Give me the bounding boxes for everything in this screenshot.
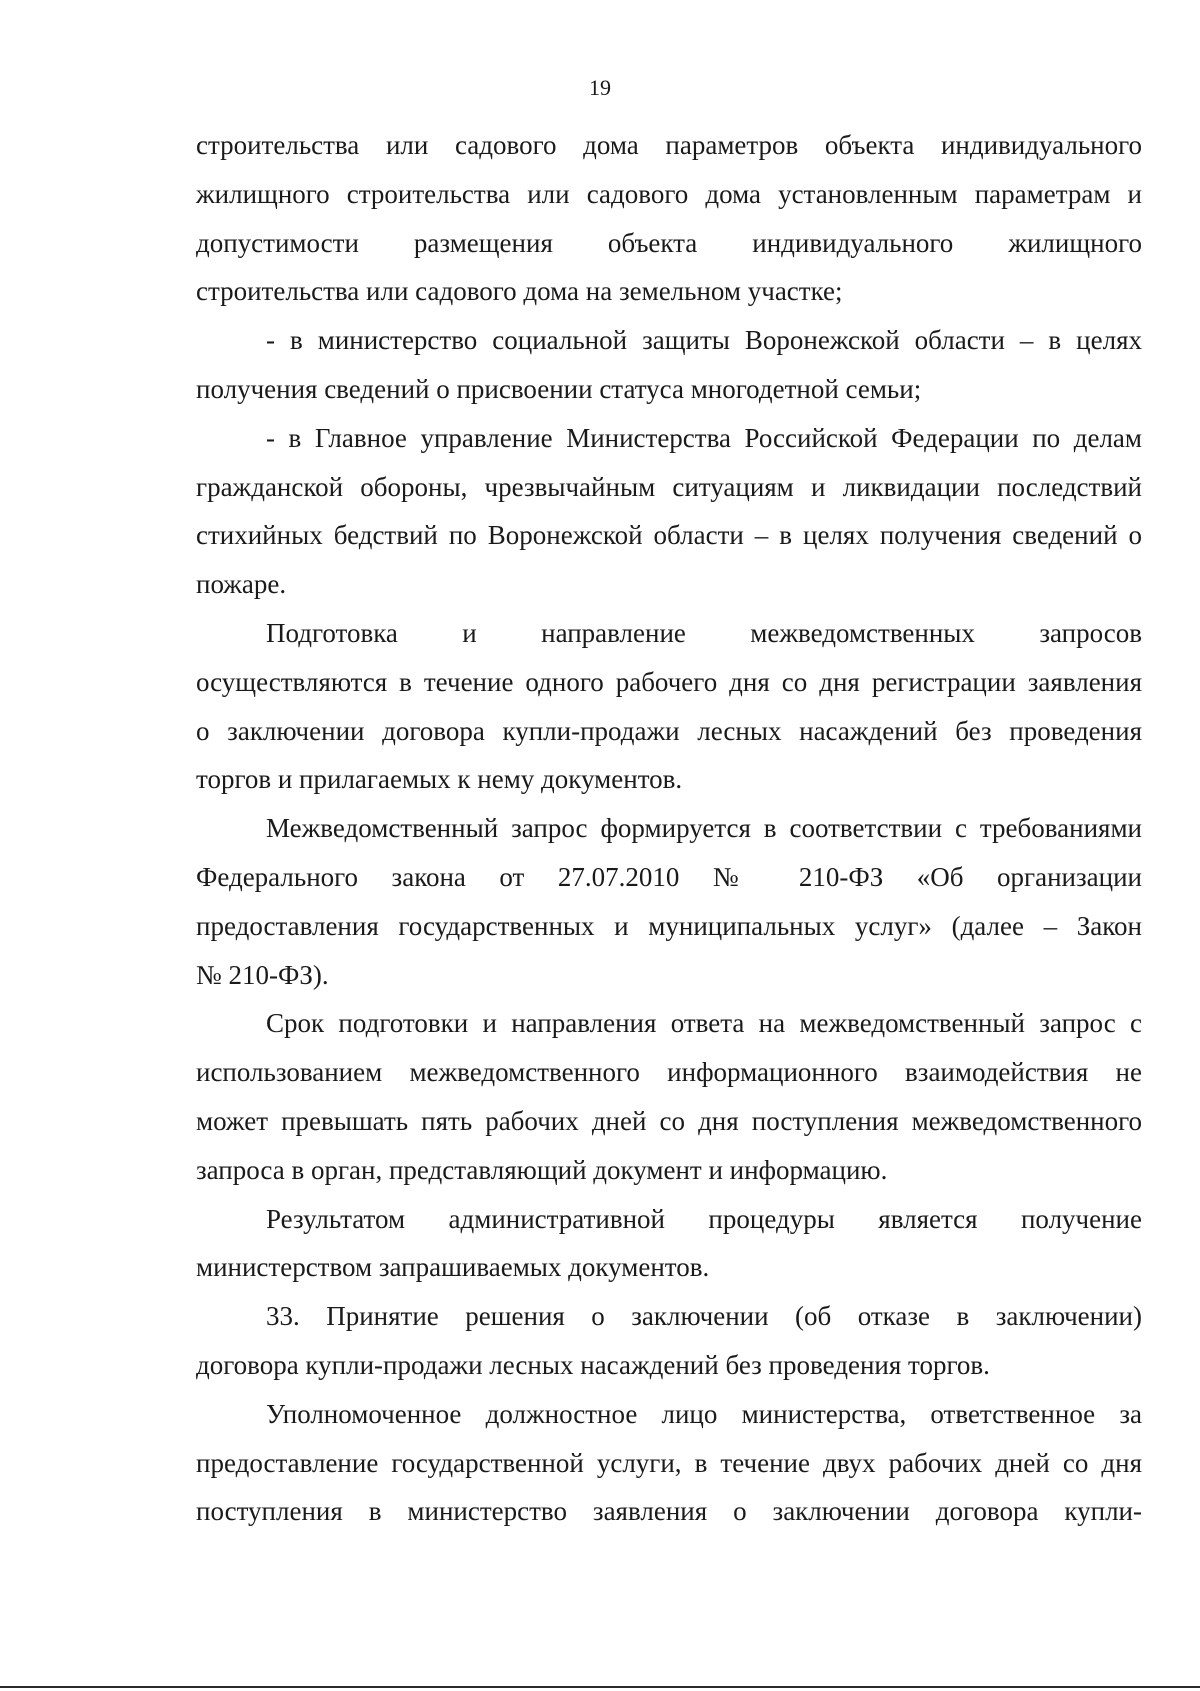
paragraph (196, 414, 1142, 609)
bottom-divider (0, 1686, 1200, 1688)
text-line: пожаре. (196, 569, 287, 600)
text-line: допустимости размещения объекта индивидуального жилищного (196, 227, 1142, 258)
text-line: Результатом административной процедуры является получение (266, 1203, 1142, 1234)
paragraph (196, 121, 1142, 316)
text-line: строительства или садового дома параметров объекта индивидуального (196, 130, 1142, 160)
page-number: 19 (589, 75, 611, 100)
text-line: - в Главное управление Министерства Российской Федерации по делам (266, 422, 1142, 453)
text-line: может превышать пять рабочих дней со дня поступления межведомственного (196, 1105, 1142, 1136)
text-line: Федерального закона от 27.07.2010 № 210-ФЗ «Об организации (196, 861, 1142, 892)
paragraph (196, 1195, 1142, 1293)
text-line: предоставление государственной услуги, в течение двух рабочих дней со дня (196, 1447, 1142, 1478)
text-line: договора купли-продажи лесных насаждений без проведения торгов. (196, 1349, 990, 1380)
text-line: запроса в орган, представляющий документ и информацию. (196, 1154, 888, 1185)
text-line: строительства или садового дома на земельном участке; (196, 276, 843, 307)
text-line: использованием межведомственного информационного взаимодействия не (196, 1057, 1142, 1088)
text-line: № 210-ФЗ). (196, 959, 329, 990)
text-line: Подготовка и направление межведомственных запросов (266, 617, 1142, 648)
text-line: получения сведений о присвоении статуса многодетной семьи; (196, 373, 922, 404)
text-line: министерством запрашиваемых документов. (196, 1252, 710, 1283)
paragraph (196, 804, 1142, 999)
document-body (196, 121, 1142, 1536)
paragraph (196, 1390, 1142, 1536)
text-line: осуществляются в течение одного рабочего дня со дня регистрации заявления (196, 666, 1142, 697)
text-line: Межведомственный запрос формируется в соответствии с требованиями (266, 813, 1142, 844)
paragraph (196, 609, 1142, 804)
text-line: торгов и прилагаемых к нему документов. (196, 764, 683, 795)
paragraph (196, 1292, 1142, 1390)
text-line: стихийных бедствий по Воронежской области – в целях получения сведений о (196, 520, 1142, 551)
text-line: поступления в министерство заявления о заключении договора купли- (196, 1496, 1142, 1527)
text-line: Уполномоченное должностное лицо министерства, ответственное за (266, 1398, 1142, 1429)
text-line: предоставления государственных и муниципальных услуг» (далее – Закон (196, 910, 1142, 941)
paragraph (196, 999, 1142, 1194)
text-line: Срок подготовки и направления ответа на межведомственный запрос с (266, 1008, 1142, 1039)
text-line: 33. Принятие решения о заключении (об отказе в заключении) (266, 1301, 1142, 1332)
text-line: гражданской обороны, чрезвычайным ситуациям и ликвидации последствий (196, 471, 1142, 502)
text-line: о заключении договора купли-продажи лесных насаждений без проведения (196, 715, 1142, 746)
paragraph (196, 316, 1142, 414)
text-line: - в министерство социальной защиты Воронежской области – в целях (266, 325, 1142, 356)
text-line: жилищного строительства или садового дома установленным параметрам и (196, 178, 1142, 209)
